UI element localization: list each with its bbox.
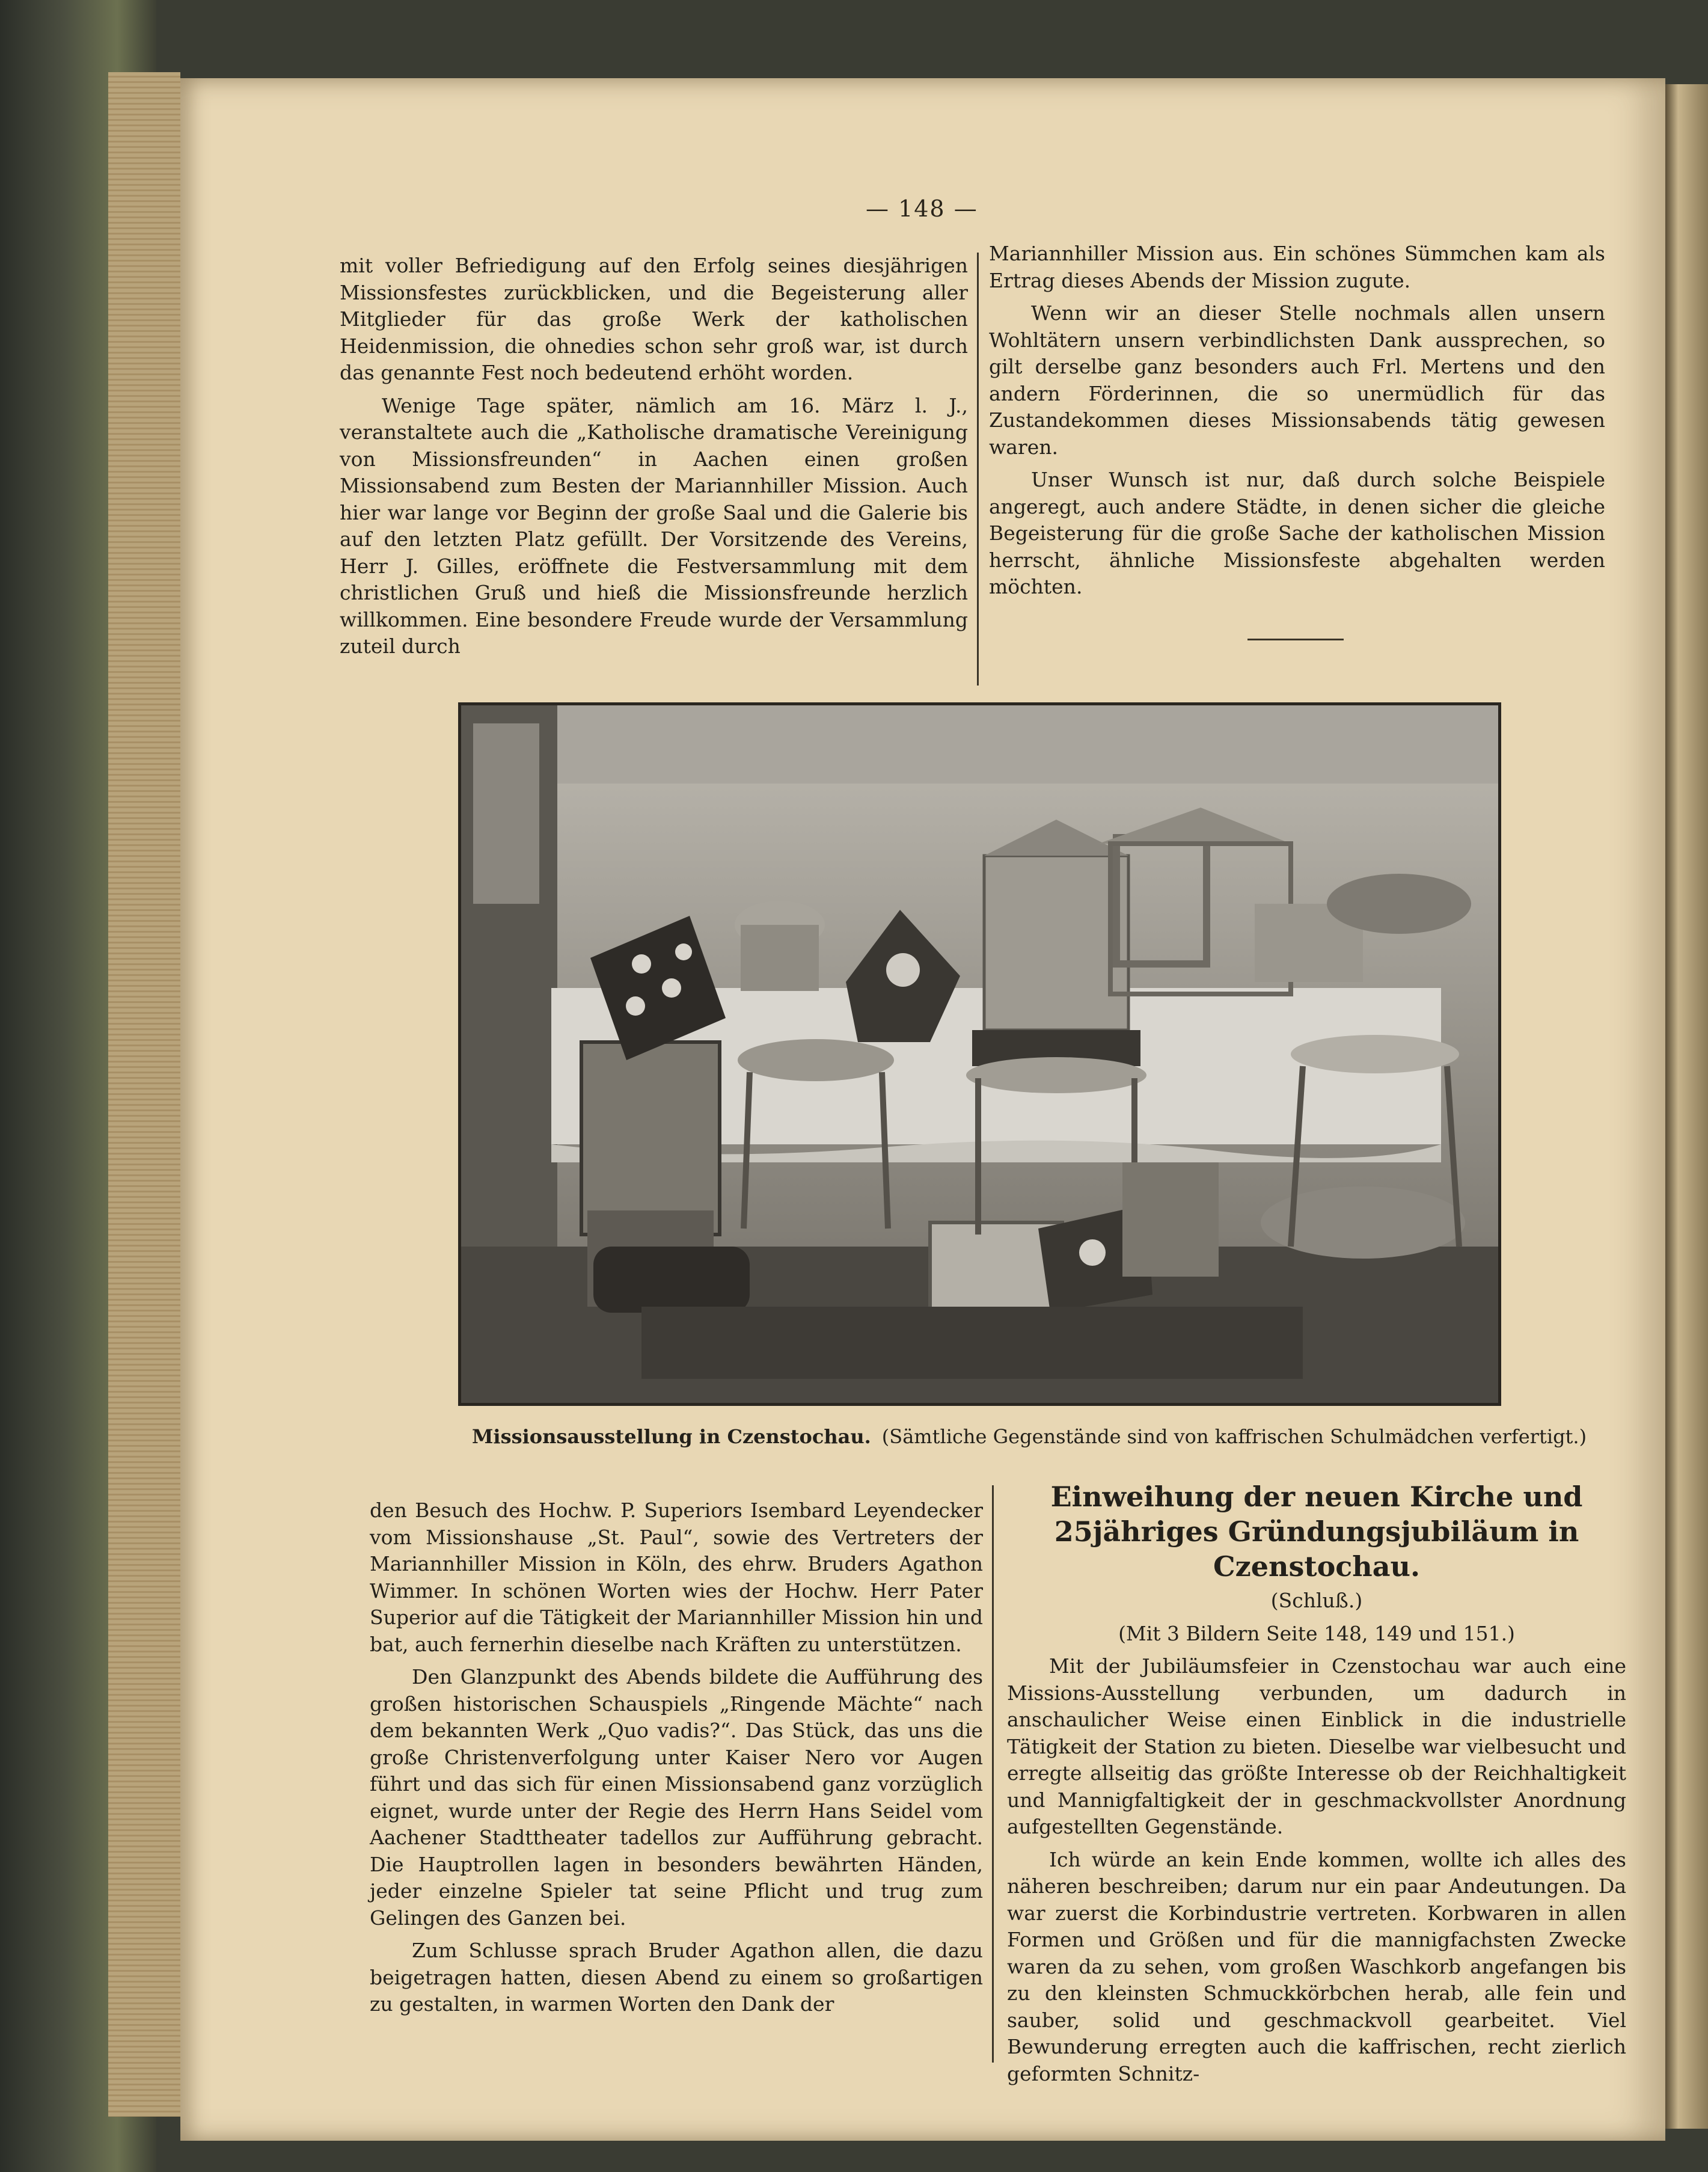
article-image-note: (Mit 3 Bildern Seite 148, 149 und 151.) xyxy=(1118,1621,1515,1645)
paragraph: mit voller Befriedigung auf den Erfolg seines diesjährigen Missionsfestes zurückblicken, und die Begeisterung aller Mitglieder für das große Werk der katholischen Heidenmission, die ohnedies schon sehr groß war, ist durch das genannte Fest noch bedeutend erhöht worden. xyxy=(340,254,968,384)
paragraph: Wenige Tage später, nämlich am 16. März l. J., veranstaltete auch die „Katholische dramatische Vereinigung von Missionsfreunden“ in Aachen einen großen Missionsabend zum Besten der Mariannhiller Mission. Auch hier war lange vor Beginn der große Saal und die Galerie bis auf den letzten Platz gefüllt. Der Vorsitzende des Vereins, Herr J. Gilles, eröffnete die Festversammlung mit dem christlichen Gruß und hieß die Missionsfreunde herzlich willkommen. Eine besondere Freude wurde der Versammlung zuteil durch xyxy=(340,393,968,658)
column-bottom-left xyxy=(370,1497,983,2024)
paragraph: Unser Wunsch ist nur, daß durch solche Beispiele angeregt, auch andere Städte, in denen sicher die gleiche Begeisterung für die große Sache der katholischen Mission herrscht, ähnliche Missionsfeste abgehalten werden möchten. xyxy=(989,468,1605,598)
paragraph: Mariannhiller Mission aus. Ein schönes Sümmchen kam als Ertrag dieses Abends der Mission zugute. xyxy=(989,242,1605,292)
column-divider xyxy=(977,253,979,686)
paragraph: Mit der Jubiläumsfeier in Czenstochau war auch eine Missions-Ausstellung verbunden, um dadurch in anschaulicher Weise einen Einblick in die industrielle Tätigkeit der Station zu bieten. Dieselbe war vielbesucht und erregte allseitig das größte Interesse ob der Reichhaltigkeit und Mannigfaltigkeit der in geschmackvollster Anordnung aufgestellten Gegenstände. xyxy=(1007,1654,1626,1838)
column-top-left xyxy=(340,253,968,666)
exhibition-photo xyxy=(458,702,1501,1406)
exhibition-photo-illustration xyxy=(461,705,1498,1403)
caption-title: Missionsausstellung in Czenstochau. xyxy=(472,1425,871,1448)
facing-page-edge xyxy=(1665,84,1708,2129)
column-bottom-right xyxy=(1007,1479,1626,2093)
page-number: — 148 — xyxy=(866,195,978,222)
paragraph: Zum Schlusse sprach Bruder Agathon allen, die dazu beigetragen hatten, diesen Abend zu einem so großartigen zu gestalten, in warmen Worten den Dank der xyxy=(370,1939,983,2016)
column-top-right xyxy=(989,241,1605,607)
paragraph: Ich würde an kein Ende kommen, wollte ich alles des näheren beschreiben; darum nur ein paar Andeutungen. Da war zuerst die Korbindustrie vertreten. Korbwaren in allen Formen und Größen und für die mannigfachsten Zwecke waren da zu sehen, vom großen Waschkorb angefangen bis zu den kleinsten Schmuckkörbchen herab, alle fein und sauber, solid und geschmackvoll gearbeitet. Viel Bewunderung erregten auch die kaffrischen, recht zierlich geformten Schnitz- xyxy=(1007,1847,1626,2085)
paragraph: Den Glanzpunkt des Abends bildete die Aufführung des großen historischen Schauspiels „Ringende Mächte“ nach dem bekannten Werk „Quo vadis?“. Das Stück, das uns die große Christenverfolgung unter Kaiser Nero vor Augen führt und das sich für einen Missionsabend ganz vorzüglich eignet, wurde unter der Regie des Herrn Hans Seidel vom Aachener Stadttheater tadellos zur Aufführung gebracht. Die Hauptrollen lagen in besonders bewährten Händen, jeder einzelne Spieler tat seine Pflicht und trug zum Gelingen des Ganzen bei. xyxy=(370,1665,983,1930)
paragraph: Wenn wir an dieser Stelle nochmals allen unsern Wohltätern unsern verbindlichsten Dank aussprechen, so gilt derselbe ganz besonders auch Frl. Mertens und den andern Förderinnen, die so unermüdlich für das Zustandekommen dieses Missionsabends tätig gewesen waren. xyxy=(989,301,1605,459)
caption-text: (Sämtliche Gegenstände sind von kaffrischen Schulmädchen verfertigt.) xyxy=(881,1425,1587,1448)
article-title: Einweihung der neuen Kirche und 25jähriges Gründungsjubiläum in Czenstochau. xyxy=(1050,1480,1583,1583)
photo-caption xyxy=(472,1425,1587,1448)
column-divider xyxy=(992,1485,994,2063)
section-end-rule xyxy=(1247,639,1344,640)
article-subtitle: (Schluß.) xyxy=(1270,1589,1363,1612)
page-stack-edge xyxy=(108,72,180,2117)
paragraph: den Besuch des Hochw. P. Superiors Isembard Leyendecker vom Missionshause „St. Paul“, sowie des Vertreters der Mariannhiller Mission in Köln, des ehrw. Bruders Agathon Wimmer. In schönen Worten wies der Hochw. Herr Pater Superior auf die Tätigkeit der Mariannhiller Mission hin und bat, auch fernerhin dieselbe nach Kräften zu unterstützen. xyxy=(370,1499,983,1656)
